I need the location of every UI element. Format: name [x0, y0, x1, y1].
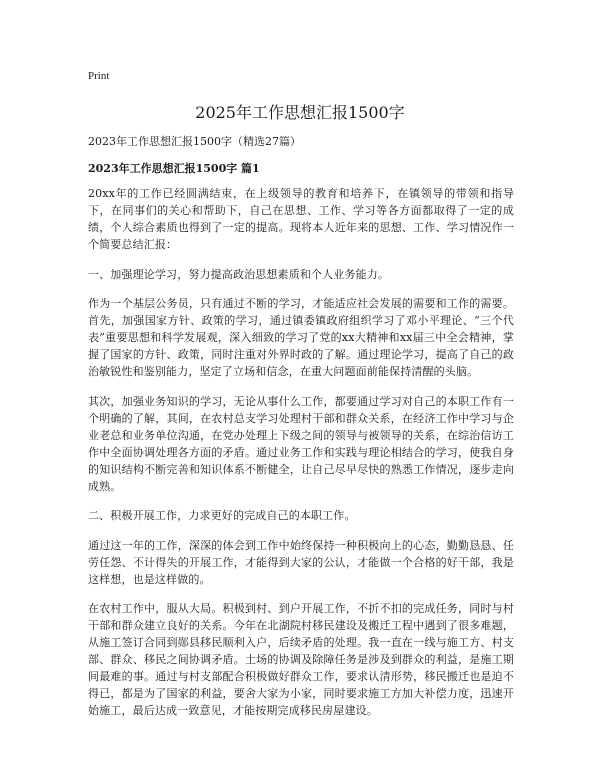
paragraph-attitude: 通过这一年的工作，深深的体会到工作中始终保持一种积极向上的心态，勤勤恳恳、任劳任怨、不计得失的开展工作，才能得到大家的公认，才能做一个合格的好干部，我是这样想，也是这样做的。	[88, 538, 514, 586]
document-subtitle: 2023年工作思想汇报1500字（精选27篇）	[88, 135, 301, 148]
paragraph-heading-one: 一、加强理论学习，努力提高政治思想素质和个人业务能力。	[88, 267, 390, 281]
paragraph-heading-two: 二、积极开展工作，力求更好的完成自己的本职工作。	[88, 509, 356, 522]
paragraph-business-study: 其次，加强业务知识的学习，无论从事什么工作，都要通过学习对自己的本职工作有一个明确的了解，其间，在农村总支学习处理村干部和群众关系，在经济工作中学习与企业老总和业务单位沟通，在党办处理上下级之间的领导与被领导的关系，在综治信访工作中全面协调处理各方面的矛盾。通过业务工作和实践与理论相结合的学习，使我自身的知识结构不断完善和知识体系不断健全，让自己尽早尽快的熟悉工作情况，逐步走向成熟。	[88, 394, 514, 493]
paragraph-rural-work: 在农村工作中，服从大局。积极到村、到户开展工作，不折不扣的完成任务，同时与村干部和群众建立良好的关系。今年在北湖院村移民建设及搬迁工程中遇到了很多难题，从施工签订合同到郧县移民顺利入户，后续矛盾的处理。我一直在一线与施工方、村支部、群众、移民之间协调矛盾。土场的协调及除障任务是涉及到群众的利益，是施工期间最难的事。通过与村支部配合积极做好群众工作，要求认清形势，移民搬迁也是迫不得已，都是为了国家的利益，要舍大家为小家，同时要求施工方加大补偿力度，迅速开始施工，最后达成一致意见，才能按期完成移民房屋建设。	[88, 602, 514, 717]
print-link[interactable]: Print	[88, 70, 110, 82]
paragraph-intro: 20xx年的工作已经圆满结束，在上级领导的教育和培养下，在镇领导的带领和指导下，在同事们的关心和帮助下，自己在思想、工作、学习等各方面都取得了一定的成绩，个人综合素质也得到了一定的提高。现将本人近年来的思想、工作、学习情况作一个简要总结汇报：	[88, 187, 514, 251]
section-heading: 2023年工作思想汇报1500字 篇1	[88, 162, 260, 175]
paragraph-theory-study: 作为一个基层公务员，只有通过不断的学习，才能适应社会发展的需要和工作的需要。首先，加强国家方针、政策的学习，通过镇委镇政府组织学习了邓小平理论、“三个代表”重要思想和科学发展观，深入细致的学习了党的xx大精神和xx届三中全会精神，掌握了国家的方针、政策，同时注重对外界时政的了解。通过理论学习，提高了自己的政治敏锐性和鉴别能力，坚定了立场和信念，在重大问题面前能保持清醒的头脑。	[88, 297, 514, 378]
document-body	[88, 185, 514, 732]
document-title: 2025年工作思想汇报1500字	[195, 103, 405, 122]
